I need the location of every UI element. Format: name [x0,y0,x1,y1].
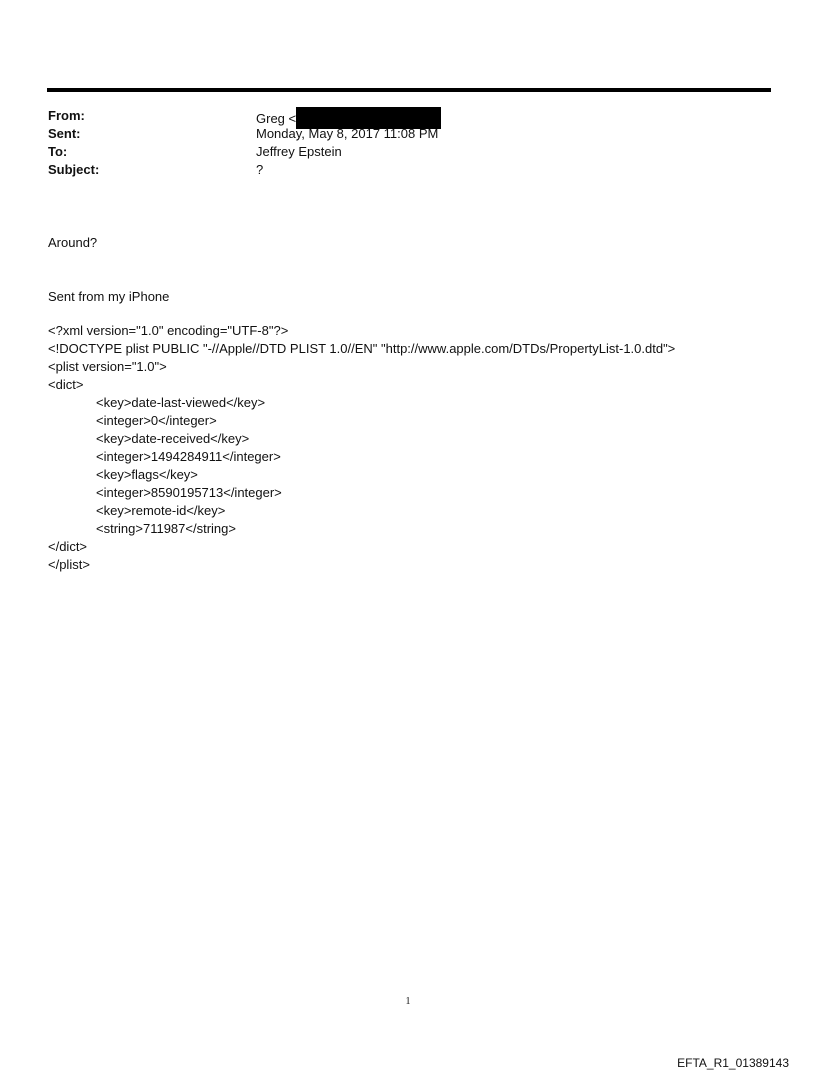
xml-line: <integer>0</integer> [96,413,217,428]
xml-line: <key>date-received</key> [96,431,250,446]
xml-line: <string>711987</string> [96,521,236,536]
page-number: 1 [405,996,411,1007]
sent-label: Sent: [48,126,81,141]
from-value-text: Greg < [256,111,297,126]
document-id: EFTA_R1_01389143 [677,1056,789,1070]
sent-value: Monday, May 8, 2017 11:08 PM [256,126,439,141]
xml-line: <plist version="1.0"> [48,359,167,374]
to-value: Jeffrey Epstein [256,144,342,159]
email-signature: Sent from my iPhone [48,289,170,304]
xml-line: <integer>1494284911</integer> [96,449,281,464]
header-row-from [48,107,748,125]
header-row-sent [48,125,748,143]
from-label: From: [48,108,85,123]
xml-line: <key>flags</key> [96,467,198,482]
header-row-to [48,143,748,161]
xml-line: <key>date-last-viewed</key> [96,395,266,410]
plist-xml-block [48,322,675,574]
xml-line: </plist> [48,557,90,572]
xml-line: <key>remote-id</key> [96,503,226,518]
subject-value: ? [256,162,264,177]
email-body-greeting: Around? [48,235,98,250]
email-header [48,107,748,179]
xml-line: </dict> [48,539,88,554]
header-divider-rule [47,88,771,92]
xml-line: <!DOCTYPE plist PUBLIC "-//Apple//DTD PLIST 1.0//EN" "http://www.apple.com/DTDs/PropertyList-1.0.dtd"> [48,341,676,356]
to-label: To: [48,144,68,159]
xml-line: <?xml version="1.0" encoding="UTF-8"?> [48,323,289,338]
xml-line: <dict> [48,377,84,392]
subject-label: Subject: [48,162,100,177]
xml-line: <integer>8590195713</integer> [96,485,282,500]
header-row-subject [48,161,748,179]
